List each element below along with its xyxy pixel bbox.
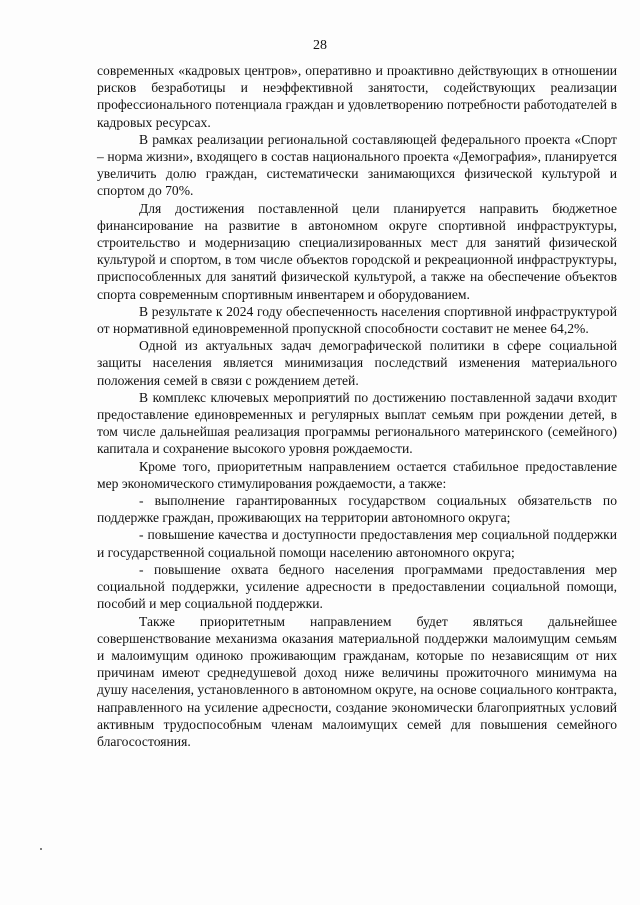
list-item-1: - выполнение гарантированных государством социальных обязательств по поддержке граждан, проживающих на территории автономного округа; [97, 493, 617, 526]
paragraph-8: Также приоритетным направлением будет являться дальнейшее совершенствование механизма оказания материальной поддержки малоимущим семьям и малоимущим одиноко проживающим гражданам, которые по независящим от них причинам имеют среднедушевой доход ниже величины прожиточного минимума на душу населения, установленного в автономном округе, на основе социального контракта, направленного на усиление адресности, создание экономически благоприятных условий активным трудоспособным членам малоимущих семей для повышения семейного благосостояния. [97, 613, 617, 749]
list-item-3: - повышение охвата бедного населения программами предоставления мер социальной поддержки, усиление адресности в предоставлении социальной помощи, пособий и мер социальной поддержки. [97, 561, 617, 612]
paragraph-5: Одной из актуальных задач демографической политики в сфере социальной защиты населения является минимизация последствий изменения материального положения семей в связи с рождением детей. [97, 338, 617, 388]
paragraph-4: В результате к 2024 году обеспеченность населения спортивной инфраструктурой от нормативной единовременной пропускной способности составит не менее 64,2%. [97, 303, 617, 337]
scan-speck [40, 848, 42, 850]
paragraph-3: Для достижения поставленной цели планируется направить бюджетное финансирование на развитие в автономном округе спортивной инфраструктуры, строительство и модернизацию специализированных мест для занятий физической культурой и спортом, в том числе объектов городской и рекреационной инфраструктуры, приспособленных для занятий физической культурой, а также на обеспечение объектов спорта современным спортивным инвентарем и оборудованием. [97, 200, 617, 302]
paragraph-2: В рамках реализации региональной составляющей федерального проекта «Спорт – норма жизни», входящего в состав национального проекта «Демография», планируется увеличить долю граждан, систематически занимающихся физической культурой и спортом до 70%. [97, 131, 617, 199]
paragraph-6: В комплекс ключевых мероприятий по достижению поставленной задачи входит предоставление единовременных и регулярных выплат семьям при рождении детей, в том числе дальнейшая реализация программы регионального материнского (семейного) капитала и сохранение высокого уровня рождаемости. [97, 389, 617, 457]
list-item-2: - повышение качества и доступности предоставления мер социальной поддержки и государственной социальной помощи населению автономного округа; [97, 527, 617, 560]
page-number: 28 [313, 38, 327, 53]
paragraph-7: Кроме того, приоритетным направлением остается стабильное предоставление мер экономического стимулирования рождаемости, а также: [97, 458, 617, 491]
document-body [97, 62, 617, 750]
paragraph-1: современных «кадровых центров», оперативно и проактивно действующих в отношении рисков безработицы и неэффективной занятости, содействующих реализации профессионального потенциала граждан и удовлетворению потребности работодателей в кадровых ресурсах. [97, 63, 617, 130]
